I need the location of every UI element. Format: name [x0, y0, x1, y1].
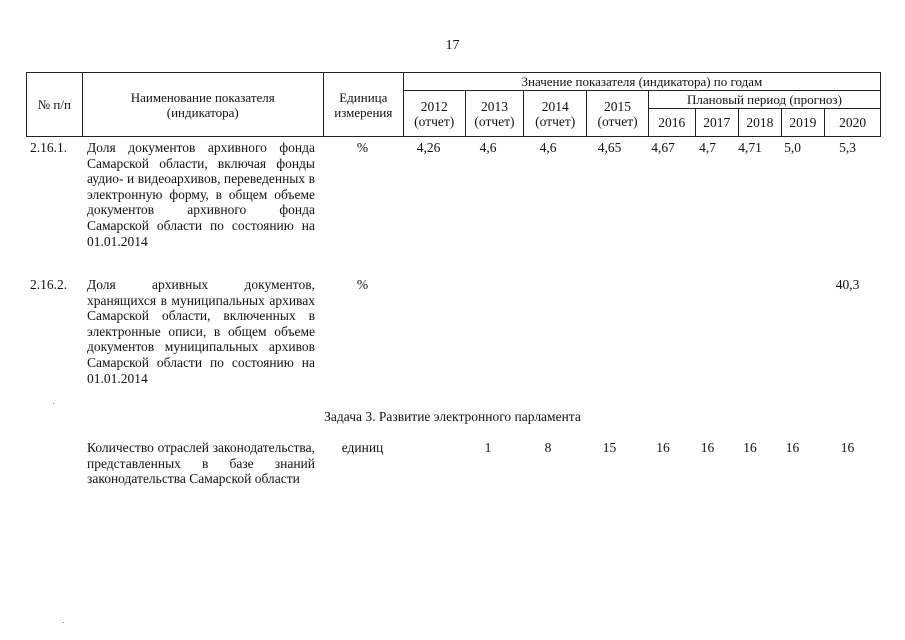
row-1-num: 2.16.1. [30, 140, 68, 155]
header-planned-group: Плановый период (прогноз) [648, 91, 880, 109]
header-year-2017: 2017 [695, 109, 739, 137]
row-2-num: 2.16.2. [30, 277, 68, 292]
row-2-unit: % [356, 277, 369, 292]
row-3-value-2013: 1 [484, 440, 492, 455]
row-1-value-2017: 4,7 [699, 140, 716, 155]
row-3-value-2018: 16 [743, 440, 757, 455]
row-3-unit: единиц [341, 440, 384, 455]
row-1-value-2016: 4,67 [651, 140, 675, 155]
header-name: Наименование показателя (индикатора) [82, 73, 323, 137]
row-1-unit: % [356, 140, 369, 155]
row-3-value-2019: 16 [785, 440, 800, 455]
header-values-group: Значение показателя (индикатора) по годам [403, 73, 880, 91]
row-3-value-2014: 8 [544, 440, 552, 455]
header-year-2014: 2014 (отчет) [524, 91, 587, 137]
scan-speck [63, 622, 64, 623]
row-1-value-2012: 4,26 [416, 140, 441, 155]
row-3-value-2017: 16 [700, 440, 715, 455]
row-1-value-2014: 4,6 [539, 140, 557, 155]
header-unit: Единица измерения [323, 73, 403, 137]
header-year-2020: 2020 [825, 109, 881, 137]
row-1-value-2018: 4,71 [738, 140, 762, 155]
row-2-value-2020: 40,3 [835, 277, 860, 292]
row-3-value-2020: 16 [840, 440, 855, 455]
row-1-value-2015: 4,65 [597, 140, 622, 155]
header-num: № п/п [27, 73, 83, 137]
scan-speck [53, 403, 54, 404]
row-3-name: Количество отраслей законодательства, представленных в базе знаний законодательства Самарской области [87, 440, 315, 487]
header-year-2012: 2012 (отчет) [403, 91, 465, 137]
row-1-value-2013: 4,6 [479, 140, 497, 155]
header-year-2013: 2013 (отчет) [465, 91, 524, 137]
row-1-value-2020: 5,3 [839, 140, 856, 155]
row-3-value-2016: 16 [656, 440, 670, 455]
table-header [26, 72, 881, 137]
header-year-2016: 2016 [648, 109, 695, 137]
header-year-2018: 2018 [739, 109, 782, 137]
row-1-name: Доля документов архивного фонда Самарской области, включая фонды аудио- и видеоархивов, переведенных в электронную форму, в общем объеме документов архивного фонда Самарской области по состоянию на 01.01.2014 [87, 140, 315, 249]
page-number: 17 [445, 38, 460, 53]
row-1-value-2019: 5,0 [784, 140, 801, 155]
row-3-value-2015: 15 [602, 440, 617, 455]
task-heading: Задача 3. Развитие электронного парламента [324, 409, 581, 424]
header-year-2015: 2015 (отчет) [587, 91, 649, 137]
header-year-2019: 2019 [781, 109, 825, 137]
row-2-name: Доля архивных документов, хранящихся в муниципальных архивах Самарской области, включенных в электронные описи, в общем объеме документов муниципальных архивов Самарской области по состоянию на 01.01.2014 [87, 277, 315, 386]
